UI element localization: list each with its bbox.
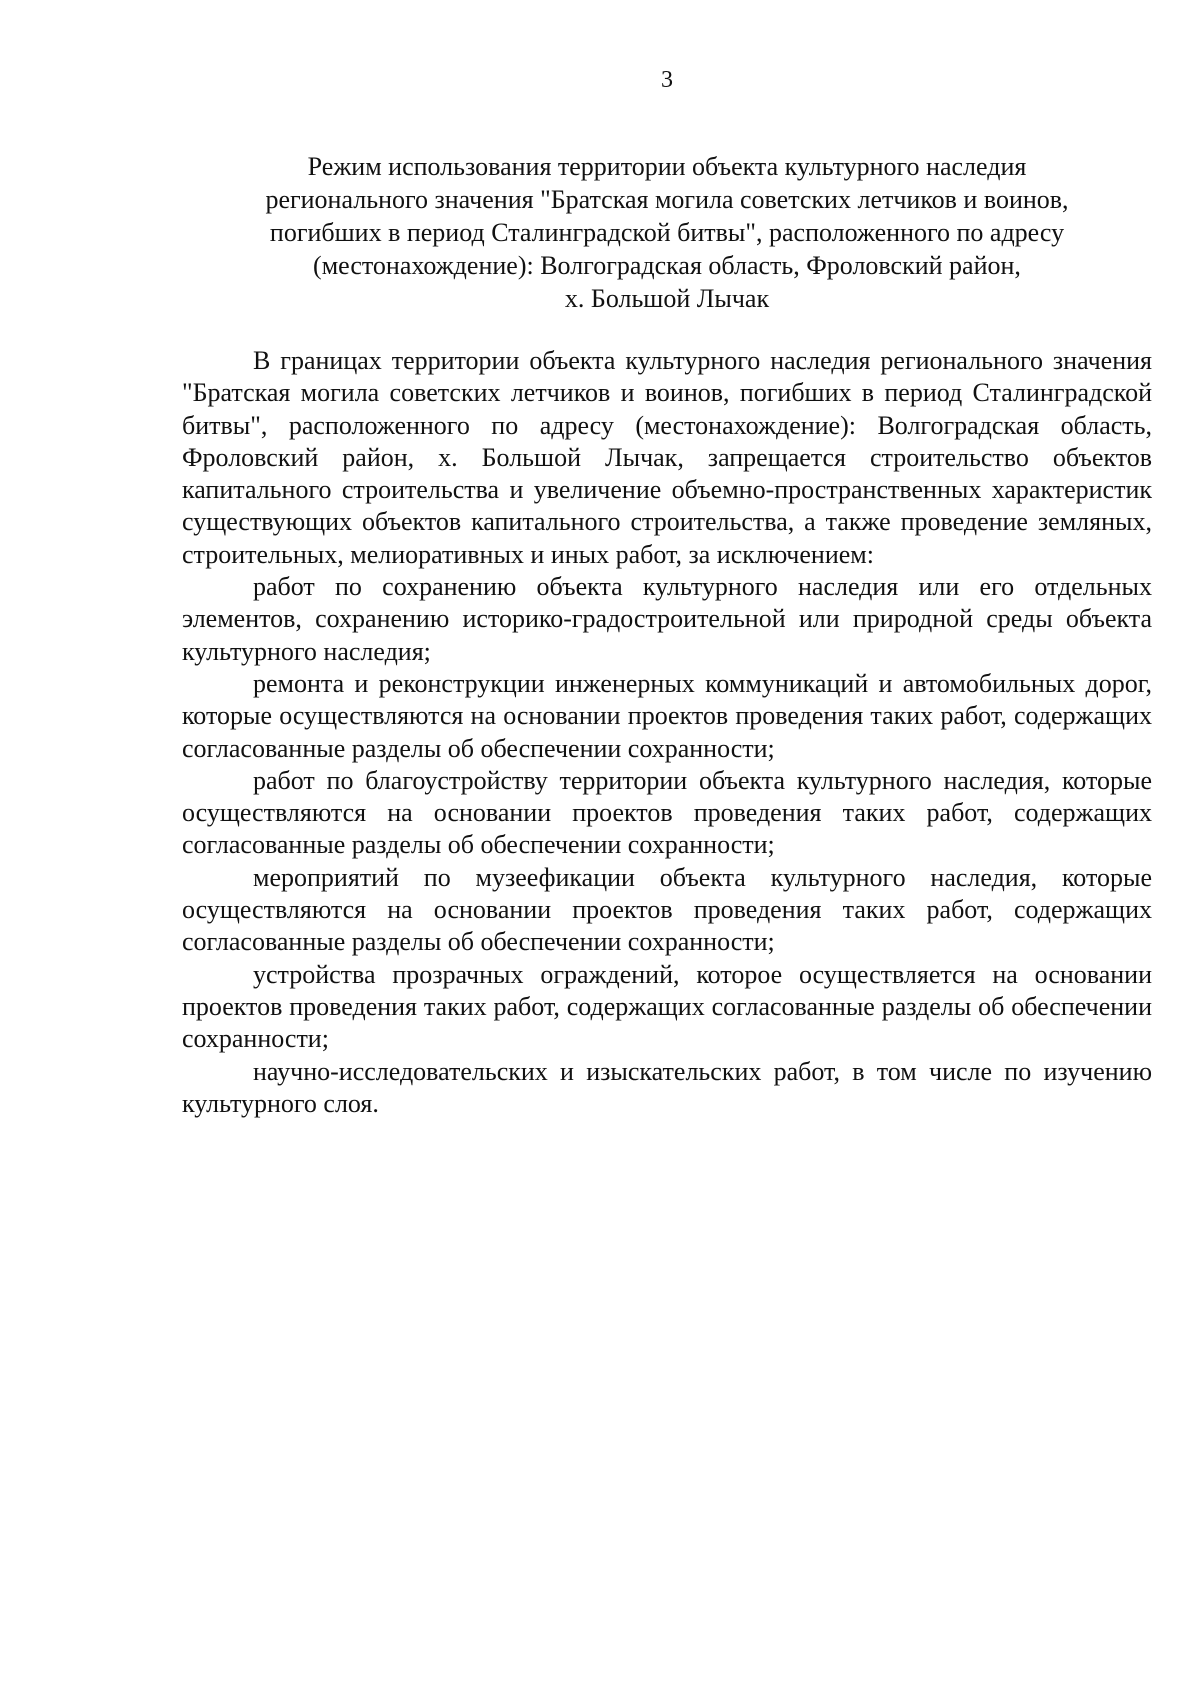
title-line: погибших в период Сталинградской битвы", расположенного по адресу [269,218,1065,247]
title-line: регионального значения "Братская могила советских летчиков и воинов, [265,185,1069,214]
title-line: (местонахождение): Волгоградская область, Фроловский район, [313,251,1021,280]
page-number: 3 [661,67,673,93]
document-title [180,150,1154,315]
title-line: Режим использования территории объекта культурного наследия [307,152,1027,181]
exception-item: научно-исследовательских и изыскательских работ, в том числе по изучению культурного слоя. [182,1056,1152,1118]
exception-item: мероприятий по музеефикации объекта культурного наследия, которые осуществляются на основании проектов проведения таких работ, содержащих согласованные разделы об обеспечении сохранности; [182,862,1152,957]
body-paragraph-intro: В границах территории объекта культурного наследия регионального значения "Братская могила советских летчиков и воинов, погибших в период Сталинградской битвы", расположенного по адресу (местонахождение): Волгоградская область, Фроловский район, х. Большой Лычак, запрещается строительство объектов капитального строительства и увеличение объемно-пространственных характеристик существующих объектов капитального строительства, а также проведение земляных, строительных, мелиоративных и иных работ, за исключением: [182,346,1152,569]
exception-item: работ по сохранению объекта культурного наследия или его отдельных элементов, сохранению историко-градостроительной или природной среды объекта культурного наследия; [182,572,1152,666]
exception-item: устройства прозрачных ограждений, которое осуществляется на основании проектов проведения таких работ, содержащих согласованные разделы об обеспечении сохранности; [182,959,1152,1054]
exception-item: ремонта и реконструкции инженерных коммуникаций и автомобильных дорог, которые осуществляются на основании проектов проведения таких работ, содержащих согласованные разделы об обеспечении сохранности; [182,668,1152,763]
document-body [182,345,1152,1120]
exception-item: работ по благоустройству территории объекта культурного наследия, которые осуществляются на основании проектов проведения таких работ, содержащих согласованные разделы об обеспечении сохранности; [182,765,1152,860]
title-line: х. Большой Лычак [564,284,770,313]
